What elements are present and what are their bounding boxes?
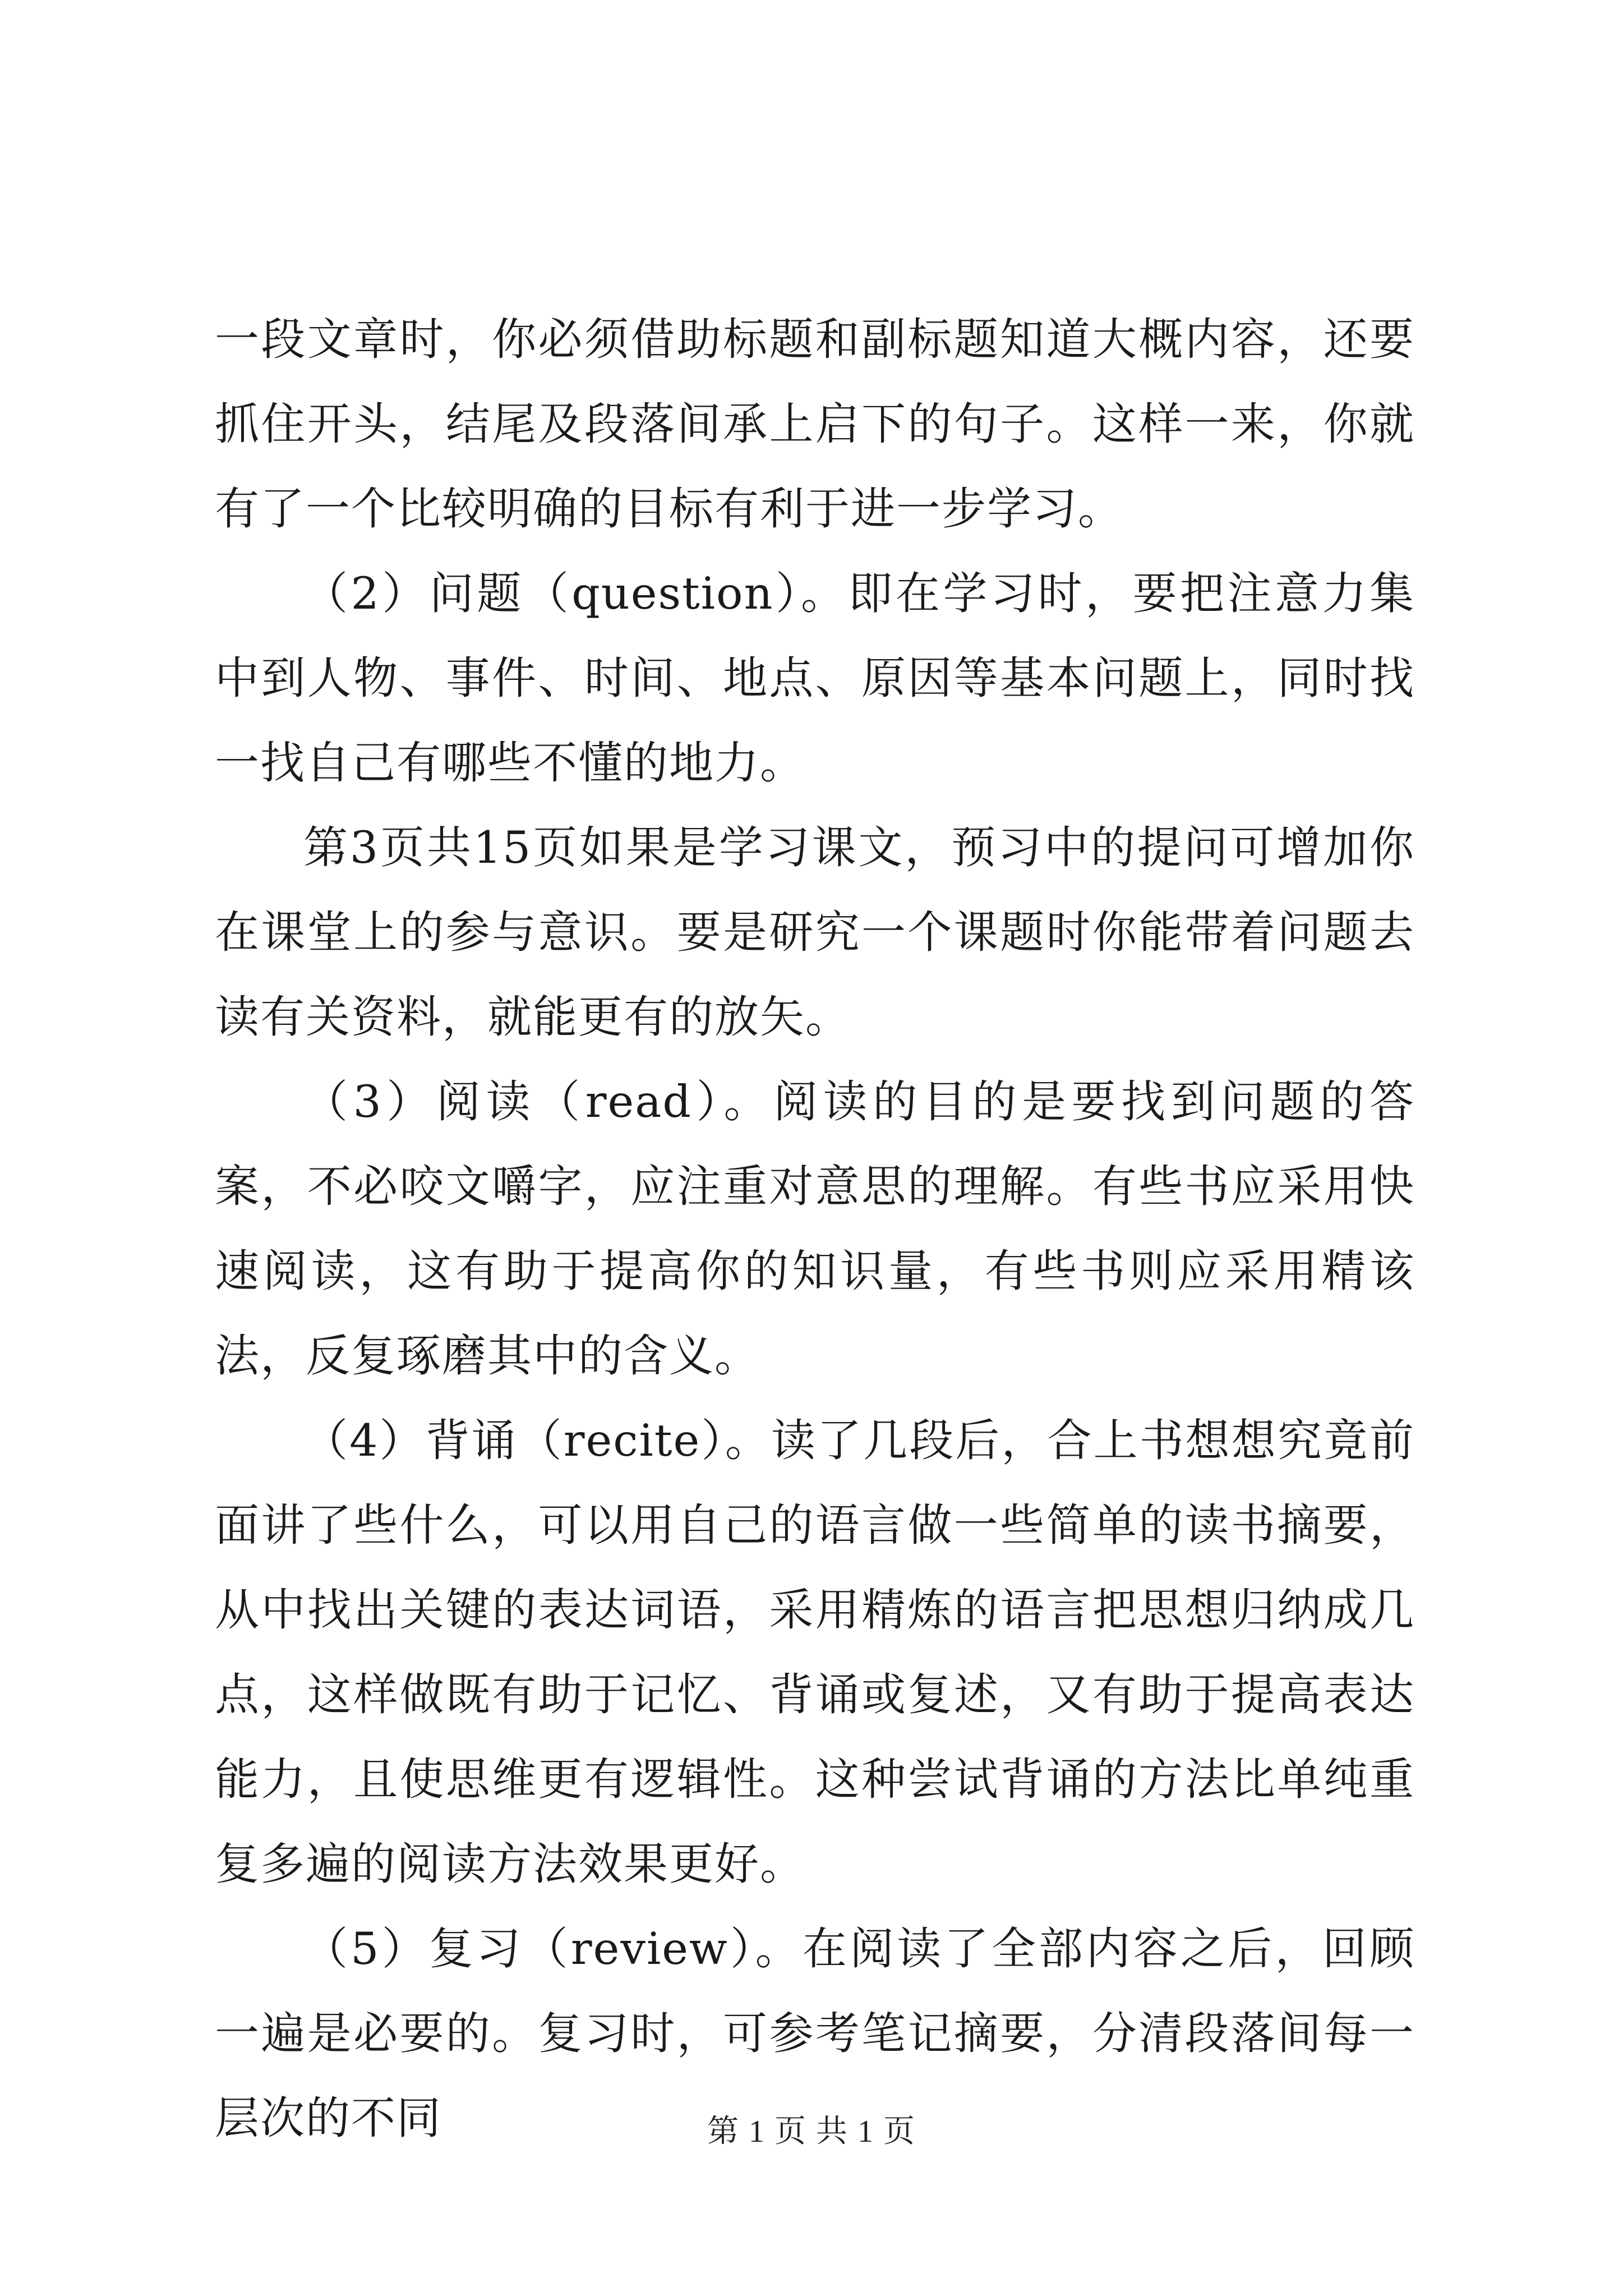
- paragraph-3: 第3页共15页如果是学习课文，预习中的提问可增加你在课堂上的参与意识。要是研究一个课题时你能带着问题去读有关资料，就能更有的放矢。: [215, 822, 1415, 1043]
- paragraph-1: 一段文章时，你必须借助标题和副标题知道大概内容，还要抓住开头，结尾及段落间承上启下的句子。这样一来，你就有了一个比较明确的目标有利于进一步学习。: [215, 314, 1415, 535]
- paragraph-6: （5）复习（review）。在阅读了全部内容之后，回顾一遍是必要的。复习时，可参考笔记摘要，分清段落间每一层次的不同: [215, 1923, 1415, 2144]
- document-body: [215, 297, 1415, 2161]
- paragraph-2: （2）问题（question）。即在学习时，要把注意力集中到人物、事件、时间、地点、原因等基本问题上，同时找一找自己有哪些不懂的地力。: [215, 568, 1415, 789]
- page-footer: 第 1 页 共 1 页: [707, 2114, 916, 2149]
- paragraph-4: （3）阅读（read）。阅读的目的是要找到问题的答案，不必咬文嚼字，应注重对意思的理解。有些书应采用快速阅读，这有助于提高你的知识量，有些书则应采用精该法，反复琢磨其中的含义。: [215, 1076, 1415, 1382]
- paragraph-5: （4）背诵（recite）。读了几段后，合上书想想究竟前面讲了些什么，可以用自己的语言做一些简单的读书摘要，从中找出关键的表达词语，采用精炼的语言把思想归纳成几点，这样做既有助于记忆、背诵或复述，又有助于提高表达能力，且使思维更有逻辑性。这种尝试背诵的方法比单纯重复多遍的阅读方法效果更好。: [215, 1415, 1415, 1890]
